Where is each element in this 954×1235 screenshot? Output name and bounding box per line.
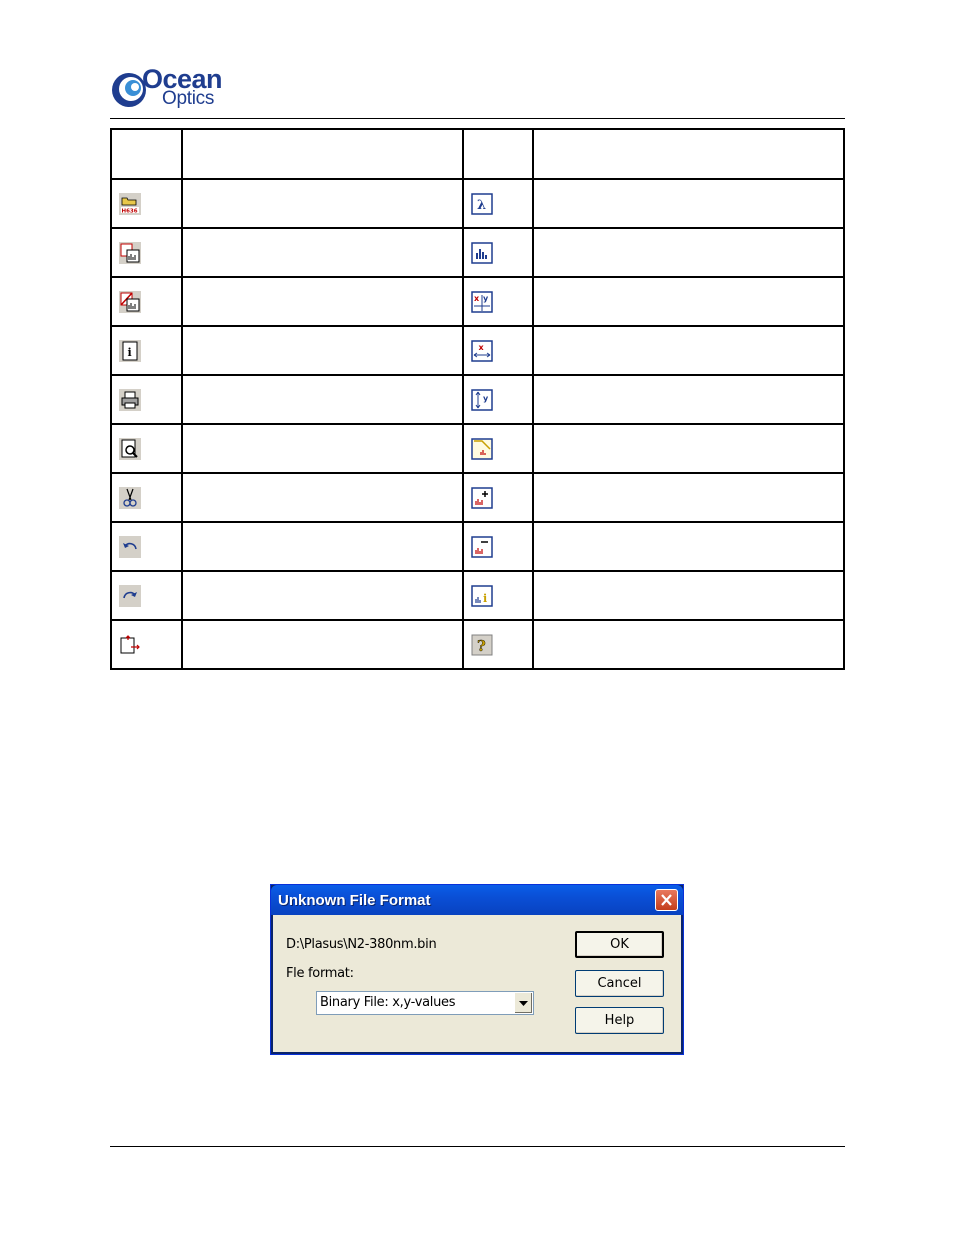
- export-icon: [119, 634, 141, 656]
- print-preview-icon: [119, 438, 141, 460]
- file-path-label: D:\Plasus\N2-380nm.bin: [286, 937, 437, 952]
- ocean-optics-logo: [110, 64, 240, 116]
- dialog-titlebar[interactable]: [271, 885, 683, 915]
- add-spectrum-icon: [119, 242, 141, 264]
- svg-text:i: i: [483, 591, 488, 605]
- remove-spectrum-icon: [119, 291, 141, 313]
- header-cell: [533, 129, 844, 179]
- desc-cell: [533, 326, 844, 375]
- table-row: [111, 375, 844, 424]
- zoom-area-icon: [471, 438, 493, 460]
- desc-cell: [533, 424, 844, 473]
- table-row: [111, 424, 844, 473]
- desc-cell: [182, 473, 463, 522]
- header-cell: [182, 129, 463, 179]
- header-rule: [110, 118, 845, 119]
- desc-cell: [182, 326, 463, 375]
- svg-text:y: y: [483, 393, 489, 403]
- desc-cell: [182, 522, 463, 571]
- help-icon: [471, 634, 493, 656]
- desc-cell: [533, 522, 844, 571]
- lambda-icon: [471, 193, 493, 215]
- desc-cell: [533, 277, 844, 326]
- desc-cell: [182, 571, 463, 620]
- zoom-in-icon: [471, 487, 493, 509]
- svg-text:?: ?: [477, 636, 486, 655]
- logo-text-optics: Optics: [162, 88, 215, 109]
- dropdown-button[interactable]: [514, 993, 532, 1013]
- unknown-file-format-dialog: [270, 884, 684, 1055]
- toolbar-icon-table: [110, 128, 845, 670]
- dialog-body: [274, 915, 680, 1052]
- table-row: [111, 326, 844, 375]
- svg-text:H636: H636: [121, 208, 138, 214]
- bar-graph-icon: [471, 242, 493, 264]
- table-header-row: [111, 129, 844, 179]
- table-row: [111, 571, 844, 620]
- table-row: [111, 228, 844, 277]
- footer-rule: [110, 1146, 845, 1147]
- desc-cell: [182, 424, 463, 473]
- close-button[interactable]: [655, 889, 678, 911]
- table-row: [111, 620, 844, 669]
- x-scale-icon: [471, 340, 493, 362]
- desc-cell: [533, 228, 844, 277]
- svg-text:y: y: [483, 293, 489, 303]
- file-format-value: Binary File: x,y-values: [320, 995, 456, 1010]
- graph-info-icon: [471, 585, 493, 607]
- desc-cell: [182, 375, 463, 424]
- zoom-out-icon: [471, 536, 493, 558]
- close-icon: [656, 890, 677, 910]
- redo-icon: [119, 585, 141, 607]
- header-cell: [111, 129, 182, 179]
- svg-text:λ: λ: [477, 197, 487, 213]
- cancel-button[interactable]: Cancel: [575, 970, 664, 997]
- table-row: [111, 179, 844, 228]
- file-format-select[interactable]: [316, 991, 534, 1015]
- desc-cell: [182, 228, 463, 277]
- desc-cell: [533, 179, 844, 228]
- header-cell: [463, 129, 533, 179]
- desc-cell: [182, 179, 463, 228]
- info-icon: [119, 340, 141, 362]
- logo-text-ocean: Ocean: [142, 64, 223, 94]
- open-file-icon: [119, 193, 141, 215]
- svg-text:x: x: [474, 293, 480, 303]
- desc-cell: [182, 277, 463, 326]
- cut-icon: [119, 487, 141, 509]
- desc-cell: [182, 620, 463, 669]
- y-scale-icon: [471, 389, 493, 411]
- table-row: [111, 277, 844, 326]
- dialog-title: Unknown File Format: [278, 892, 431, 909]
- svg-text:x: x: [478, 342, 484, 352]
- desc-cell: [533, 375, 844, 424]
- desc-cell: [533, 473, 844, 522]
- printer-icon: [119, 389, 141, 411]
- table-row: [111, 522, 844, 571]
- table-row: [111, 473, 844, 522]
- desc-cell: [533, 620, 844, 669]
- chevron-down-icon: [515, 993, 532, 1012]
- ok-button[interactable]: OK: [575, 931, 664, 958]
- svg-text:i: i: [127, 345, 132, 359]
- undo-icon: [119, 536, 141, 558]
- help-button[interactable]: Help: [575, 1007, 664, 1034]
- desc-cell: [533, 571, 844, 620]
- xy-scale-icon: [471, 291, 493, 313]
- file-format-label: Fle format:: [286, 966, 354, 981]
